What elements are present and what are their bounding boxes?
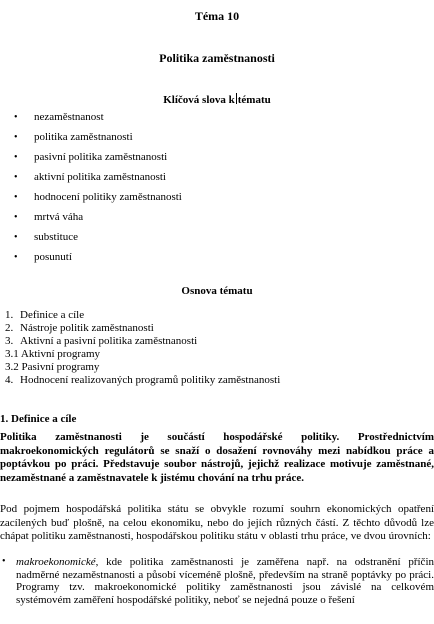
keyword-text: nezaměstnanost [34, 111, 104, 123]
outline-text: Hodnocení realizovaných programů politiky zaměstnanosti [20, 374, 281, 386]
bullet-icon: • [14, 252, 18, 263]
keyword-text: posunutí [34, 251, 72, 263]
outline-subitem [5, 348, 280, 361]
keyword-text: substituce [34, 231, 78, 243]
keywords-heading-text-a: Klíčová slova k [163, 94, 235, 106]
keywords-list [14, 110, 182, 270]
bullet-paragraph-rest: , kde politika zaměstnanosti je zaměřena např. na odstranění příčin nadměrné nezaměstnanosti a působí víceméně plošně, především na straně poptávky po práci. Programy tzv. makroekonomické politiky zaměstnanosti jsou závislé na celkovém systémovém zaměření hospodářské politiky, neboť se nejedná pouze o řešení [16, 556, 434, 606]
list-item [14, 110, 182, 130]
body-paragraph: Pod pojmem hospodářská politika státu se obvykle rozumí souhrn ekonomických opatření zacílených buď plošně, na celou ekonomiku, nebo do jejích různých částí. Z těchto důvodů lze chápat politiku zaměstnanosti, hospodářskou politiku státu v oblasti trhu práce, ve dvou úrovních: [0, 503, 434, 542]
bold-paragraph: Politika zaměstnanosti je součástí hospodářské politiky. Prostřednictvím makroekonomických regulátorů se snaží o dosažení rovnováhy mezi nabídkou práce a poptávkou po práci. Představuje soubor nástrojů, jejichž realizace motivuje zaměstnané, nezaměstnané a zaměstnavatele k jistému chování na trhu práce. [0, 431, 434, 484]
outline-text: 3.1 Aktivní programy [5, 348, 101, 360]
keywords-heading [0, 93, 434, 106]
outline-number: 3. [5, 335, 14, 347]
bullet-icon: • [14, 112, 18, 123]
bullet-paragraph [0, 556, 434, 606]
outline-number: 2. [5, 322, 14, 334]
bullet-icon: • [14, 192, 18, 203]
outline-item [5, 322, 280, 335]
italic-term: makroekonomické [16, 556, 96, 568]
keyword-text: mrtvá váha [34, 211, 84, 223]
bullet-icon: • [14, 152, 18, 163]
bullet-icon: • [14, 232, 18, 243]
list-item [14, 150, 182, 170]
outline-text: Nástroje politik zaměstnanosti [20, 322, 154, 334]
list-item [14, 250, 182, 270]
outline-item [5, 335, 280, 348]
outline-number: 4. [5, 374, 14, 386]
outline-text: Aktivní a pasivní politika zaměstnanosti [20, 335, 198, 347]
outline-text: Definice a cíle [20, 309, 85, 321]
list-item [14, 170, 182, 190]
keywords-heading-text-b: tématu [237, 94, 271, 106]
outline-item [5, 374, 280, 387]
list-item [14, 190, 182, 210]
bullet-paragraph-text [16, 556, 434, 606]
bullet-icon: • [14, 132, 18, 143]
bullet-icon: • [14, 172, 18, 183]
list-item [14, 210, 182, 230]
outline-item [5, 309, 280, 322]
keyword-text: politika zaměstnanosti [34, 131, 133, 143]
list-item [14, 230, 182, 250]
text-cursor [236, 93, 237, 104]
keyword-text: hodnocení politiky zaměstnanosti [34, 191, 182, 203]
chapter-title: Politika zaměstnanosti [159, 51, 275, 65]
outline-subitem [5, 361, 280, 374]
list-item [14, 130, 182, 150]
section-heading: 1. Definice a cíle [0, 413, 77, 425]
bullet-icon: • [14, 212, 18, 223]
bullet-icon: • [2, 556, 6, 567]
keyword-text: pasivní politika zaměstnanosti [34, 151, 168, 163]
outline-list [5, 309, 280, 387]
topic-number: Téma 10 [194, 9, 240, 23]
keyword-text: aktivní politika zaměstnanosti [34, 171, 166, 183]
outline-heading: Osnova tématu [181, 285, 253, 297]
outline-number: 1. [5, 309, 14, 321]
outline-text: 3.2 Pasivní programy [5, 361, 100, 373]
